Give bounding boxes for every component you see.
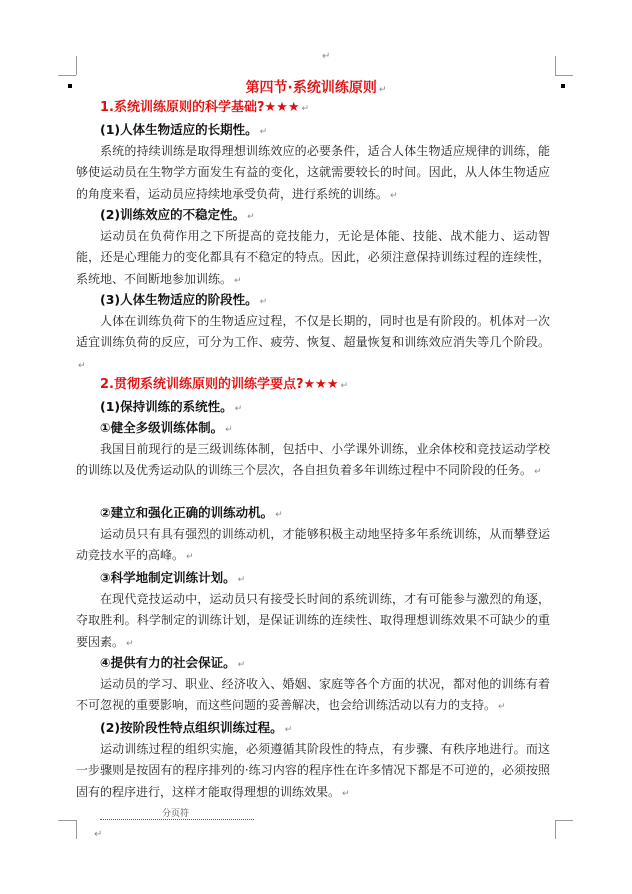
paragraph-mark: ↵ <box>234 275 242 286</box>
paragraph-1-3: 人体在训练负荷下的生物适应过程，不仅是长期的，同时也是有阶段的。机体对一次适宜训练负荷的反应，可分为工作、疲劳、恢复、超量恢复和训练效应消失等几个阶段。↵ <box>76 314 550 371</box>
bottom-paragraph-mark: ↵ <box>94 829 103 840</box>
heading-2 <box>100 376 348 395</box>
paragraph-mark: ↵ <box>259 127 268 137</box>
paragraph-mark: ↵ <box>237 575 246 585</box>
crop-mark-bl-h <box>58 820 76 821</box>
paragraph-mark: ↵ <box>225 425 233 435</box>
paragraph-mark: ↵ <box>342 788 350 799</box>
paragraph-2-1-2: 运动员只有具有强烈的训练动机，才能够积极主动地坚持多年系统训练，从而攀登运动竞技水平的高峰。 ↵ <box>76 527 550 563</box>
paragraph-2-2: 运动训练过程的组织实施，必须遵循其阶段性的特点，有步骤、有秩序地进行。而这一步骤则是按固有的程序排列的·练习内容的程序性在许多情况下都是不可逆的，必须按照固有的程序进行，这样才能取得理想的训练效果。 ↵ <box>76 742 550 799</box>
page-break-label: 分页符 <box>162 809 190 819</box>
subheading-1-1 <box>100 121 267 141</box>
crop-mark-tl-h <box>58 75 76 76</box>
paragraph-2-1-1: 我国目前现行的是三级训练体制，包括中、小学课外训练，业余体校和竞技运动学校的训练以及优秀运动队的训练三个层次，各自担负着多年训练过程中不同阶段的任务。 ↵ <box>76 442 550 478</box>
paragraph-mark: ↵ <box>284 725 293 735</box>
crop-mark-tl-v <box>76 56 77 75</box>
heading-2-text: 2.贯彻系统训练原则的训练学要点? <box>100 377 304 392</box>
paragraph-mark: ↵ <box>498 702 506 713</box>
crop-mark-br-h <box>555 820 573 821</box>
header-paragraph-mark: ↵ <box>322 51 331 62</box>
subheading-text: (3)人体生物适应的阶段性。 <box>100 292 258 307</box>
section-title <box>0 79 632 99</box>
subheading-text: (2)训练效应的不稳定性。 <box>100 207 246 222</box>
paragraph-mark: ↵ <box>301 104 310 114</box>
paragraph-mark: ↵ <box>534 467 542 478</box>
subheading-text: ④提供有力的社会保证。 <box>100 655 236 670</box>
subheading-2-2 <box>100 719 292 739</box>
subheading-text: ①健全多级训练体制。 <box>100 420 224 435</box>
subheading-1-3 <box>100 291 267 311</box>
paragraph-mark: ↵ <box>259 297 268 307</box>
paragraph-2-1-4: 运动员的学习、职业、经济收入、婚姻、家庭等各个方面的状况，都对他的训练有着不可忽视的重要影响，而这些问题的妥善解决，也会给训练活动以有力的支持。 ↵ <box>76 677 550 713</box>
subheading-2-1-4 <box>100 654 245 674</box>
paragraph-2-1-3: 在现代竞技运动中，运动员只有接受长时间的系统训练，才有可能参与激烈的角逐，夺取胜利。科学制定的训练计划，是保证训练的连续性、取得理想训练效果不可缺少的重要因素。 ↵ <box>76 592 550 649</box>
star-rating: ★★★ <box>303 377 339 392</box>
page-break-line <box>100 819 254 820</box>
star-rating: ★★★ <box>264 100 300 115</box>
paragraph-mark: ↵ <box>186 552 194 563</box>
paragraph-mark: ↵ <box>237 660 246 670</box>
heading-1 <box>100 99 309 118</box>
crop-mark-tr-h <box>555 75 573 76</box>
subheading-2-1 <box>100 398 242 418</box>
heading-1-text: 1.系统训练原则的科学基础? <box>100 100 265 115</box>
subheading-text: ②建立和强化正确的训练动机。 <box>100 505 274 520</box>
crop-mark-bl-v <box>76 820 77 839</box>
paragraph-mark: ↵ <box>247 212 255 222</box>
paragraph-1-2: 运动员在负荷作用之下所提高的竞技能力，无论是体能、技能、战术能力、运动智能，还是心理能力的变化都具有不稳定的特点。因此，必须注意保持训练过程的连续性，系统地、不间断地参加训练。 ↵ <box>76 229 550 286</box>
subheading-2-1-2 <box>100 504 283 524</box>
crop-mark-br-v <box>555 820 556 839</box>
paragraph-mark: ↵ <box>78 360 86 371</box>
paragraph-mark: ↵ <box>390 190 398 201</box>
subheading-text: (1)人体生物适应的长期性。 <box>100 122 258 137</box>
paragraph-1-1: 系统的持续训练是取得理想训练效应的必要条件，适合人体生物适应规律的训练，能够使运动员在生物学方面发生有益的变化，这就需要较长的时间。因此，从人体生物适应的角度来看，运动员应持续地承受负荷，进行系统的训练。 ↵ <box>76 144 550 201</box>
subheading-text: ③科学地制定训练计划。 <box>100 570 236 585</box>
crop-mark-tr-v <box>555 56 556 75</box>
subheading-1-2 <box>100 206 255 226</box>
paragraph-mark: ↵ <box>340 381 349 391</box>
paragraph-mark: ↵ <box>126 638 134 649</box>
subheading-text: (2)按阶段性特点组织训练过程。 <box>100 720 283 735</box>
subheading-2-1-3 <box>100 569 245 589</box>
paragraph-mark: ↵ <box>378 85 387 95</box>
section-title-text: 第四节·系统训练原则 <box>245 80 377 96</box>
subheading-2-1-1 <box>100 419 233 439</box>
paragraph-mark: ↵ <box>234 404 243 414</box>
paragraph-mark: ↵ <box>275 510 283 520</box>
subheading-text: (1)保持训练的系统性。 <box>100 399 233 414</box>
